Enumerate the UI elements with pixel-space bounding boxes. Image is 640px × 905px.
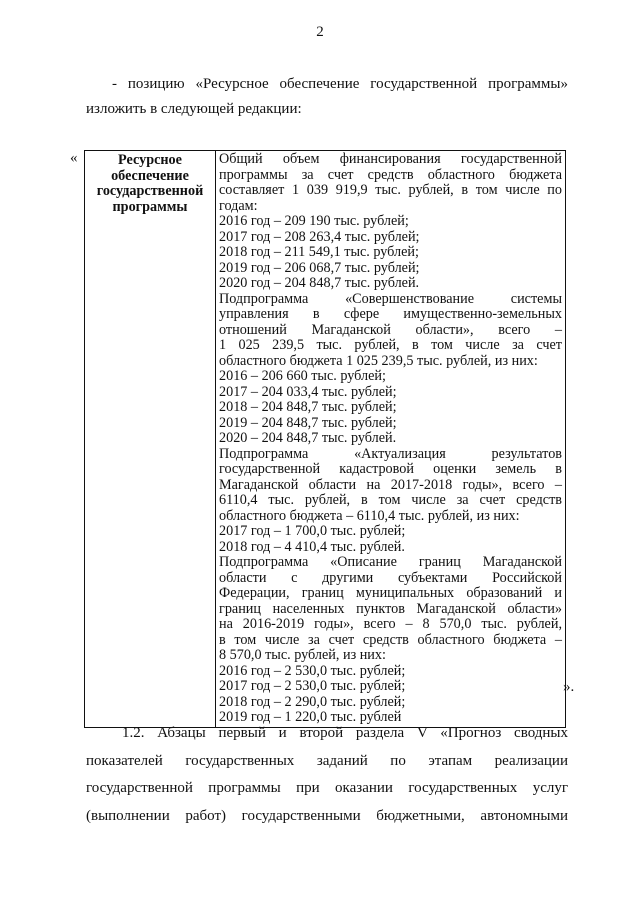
content-line: годам:: [219, 197, 258, 214]
content-line: Магаданской области на 2017-2018 годы», всего –: [219, 476, 562, 493]
content-line: государственной кадастровой оценки земель в: [219, 461, 562, 477]
content-line: управления в сфере имущественно-земельных: [219, 306, 562, 322]
content-line: 2020 год – 204 848,7 тыс. рублей.: [219, 275, 420, 291]
content-line: Подпрограмма «Совершенствование системы: [219, 290, 562, 307]
content-line: 1 025 239,5 тыс. рублей, в том числе за счет: [219, 337, 562, 353]
content-line: Федерации, границ муниципальных образований и: [219, 585, 562, 601]
content-line: 2017 год – 2 530,0 тыс. рублей;: [219, 678, 406, 694]
section-paragraph-line: 1.2. Абзацы первый и второй раздела V «Прогноз сводных: [122, 725, 568, 741]
section-paragraph-line: показателей государственных заданий по этапам реализации: [86, 752, 568, 769]
closing-quote-mark: ».: [563, 679, 575, 695]
content-line: 2018 год – 2 290,0 тыс. рублей;: [219, 693, 406, 710]
content-line: 2016 – 206 660 тыс. рублей;: [219, 368, 386, 384]
content-line: 2018 год – 4 410,4 тыс. рублей.: [219, 538, 405, 555]
content-line: области с другими субъектами Российской: [219, 569, 562, 586]
content-line: Подпрограмма «Актуализация результатов: [219, 445, 562, 462]
resource-label-line: государственной: [96, 183, 204, 199]
content-line: составляет 1 039 919,9 тыс. рублей, в том числе по: [219, 182, 562, 198]
resource-table-row: [85, 151, 566, 728]
content-line: областного бюджета – 6110,4 тыс. рублей, из них:: [219, 507, 520, 524]
resource-label-line: обеспечение: [111, 167, 189, 184]
content-line: 2018 – 204 848,7 тыс. рублей;: [219, 399, 397, 415]
content-line: 8 570,0 тыс. рублей, из них:: [219, 647, 386, 663]
resource-label-cell: [85, 151, 216, 728]
content-line: 2019 – 204 848,7 тыс. рублей;: [219, 414, 397, 431]
content-line: областного бюджета 1 025 239,5 тыс. рублей, из них:: [219, 352, 538, 369]
section-paragraph: [86, 720, 568, 830]
content-line: 2016 год – 209 190 тыс. рублей;: [219, 213, 409, 229]
intro-paragraph: [86, 72, 568, 122]
content-line: 2019 год – 206 068,7 тыс. рублей;: [219, 259, 420, 276]
intro-line-1: - позицию «Ресурсное обеспечение государственной программы»: [112, 76, 568, 92]
content-line: Общий объем финансирования государственной: [219, 151, 562, 167]
resource-table: [84, 150, 566, 728]
opening-quote-mark: «: [70, 150, 78, 166]
content-line: 6110,4 тыс. рублей, в том числе за счет средств: [219, 492, 562, 508]
resource-label-line: программы: [112, 198, 188, 215]
content-line: Подпрограмма «Описание границ Магаданской: [219, 554, 562, 570]
page-number: 2: [316, 24, 324, 40]
content-line: в том числе за счет средств областного бюджета –: [219, 631, 562, 648]
resource-content-cell: [216, 151, 566, 728]
content-line: 2017 – 204 033,4 тыс. рублей;: [219, 383, 397, 400]
content-line: границ населенных пунктов Магаданской области»: [219, 600, 562, 617]
resource-label-line: Ресурсное: [118, 152, 182, 168]
intro-line-2: изложить в следующей редакции:: [86, 101, 302, 117]
content-line: 2017 год – 208 263,4 тыс. рублей;: [219, 228, 420, 245]
section-paragraph-line: государственной программы при оказании государственных услуг: [86, 780, 568, 796]
content-line: 2019 год – 1 220,0 тыс. рублей: [219, 709, 402, 725]
content-line: 2020 – 204 848,7 тыс. рублей.: [219, 430, 397, 446]
content-line: 2016 год – 2 530,0 тыс. рублей;: [219, 662, 406, 679]
content-line: программы за счет средств областного бюджета: [219, 166, 562, 183]
content-line: на 2016-2019 годы», всего – 8 570,0 тыс. рублей,: [219, 616, 562, 632]
content-line: отношений Магаданской области», всего –: [219, 321, 562, 338]
content-line: 2018 год – 211 549,1 тыс. рублей;: [219, 244, 419, 260]
content-line: 2017 год – 1 700,0 тыс. рублей;: [219, 523, 406, 539]
section-paragraph-line: (выполнении работ) государственными бюджетными, автономными: [86, 807, 568, 824]
